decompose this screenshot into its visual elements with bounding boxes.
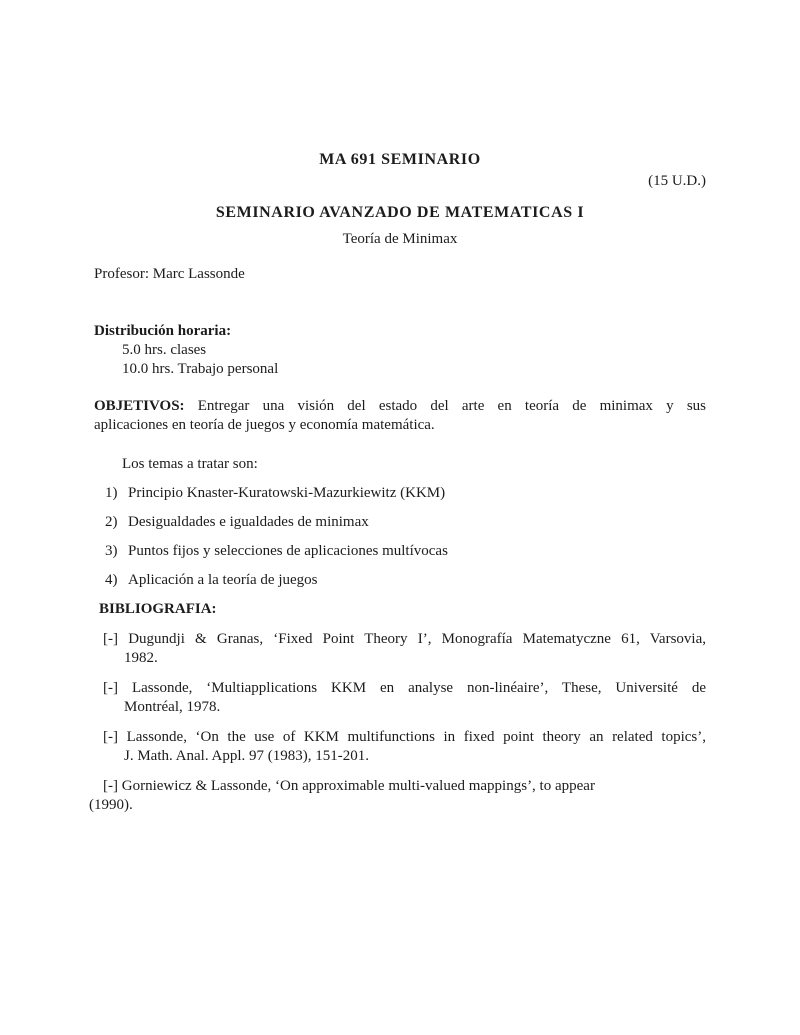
topic-number: 3): [105, 543, 118, 559]
bib-marker: [-]: [103, 729, 118, 745]
objectives-text-1: Entregar una visión del estado del arte en teoría de minimax y sus: [184, 398, 706, 414]
topics-list: [94, 484, 706, 590]
topics-intro: Los temas a tratar son:: [122, 456, 258, 472]
topic-text: Principio Knaster-Kuratowski-Mazurkiewitz (KKM): [128, 485, 446, 501]
topic-item: [94, 484, 706, 503]
bib-text: Gorniewicz & Lassonde, ‘On approximable multi-valued mappings’, to appear: [121, 778, 595, 794]
bib-entry: [94, 679, 706, 717]
distribution-line-personal-work: 10.0 hrs. Trabajo personal: [122, 361, 279, 377]
objectives-line-2: aplicaciones en teoría de juegos y economía matemática.: [94, 417, 435, 433]
bib-marker: [-]: [103, 778, 118, 794]
objectives-label: OBJETIVOS:: [94, 398, 185, 414]
bib-entry: [94, 728, 706, 766]
bib-entry-line-1: [94, 630, 706, 649]
topic-item: [94, 513, 706, 532]
bib-entry-line-1: [94, 777, 706, 796]
distribution-line-classes: 5.0 hrs. clases: [122, 342, 207, 358]
credits-label: (15 U.D.): [648, 173, 706, 189]
bib-entry: [94, 630, 706, 668]
objectives-paragraph: [94, 397, 706, 435]
bib-entry-line-2: 1982.: [124, 650, 158, 666]
bib-text: Lassonde, ‘On the use of KKM multifunctions in fixed point theory an related topics’,: [126, 729, 706, 745]
topic-item: [94, 571, 706, 590]
topic-text: Aplicación a la teoría de juegos: [128, 572, 318, 588]
course-title-heading: SEMINARIO AVANZADO DE MATEMATICAS I: [215, 204, 585, 221]
distribution-section: [94, 322, 706, 379]
bib-entry-line-2: (1990).: [89, 797, 133, 813]
topic-text: Desigualdades e igualdades de minimax: [128, 514, 369, 530]
bib-entry-line-2: Montréal, 1978.: [124, 699, 221, 715]
bib-entry: [89, 777, 706, 815]
course-code-heading: MA 691 SEMINARIO: [319, 151, 481, 168]
bib-marker: [-]: [103, 680, 118, 696]
course-subtitle: Teoría de Minimax: [342, 231, 458, 247]
professor-line: Profesor: Marc Lassonde: [94, 266, 245, 282]
objectives-line-1: [94, 397, 706, 416]
bibliography-heading: BIBLIOGRAFIA:: [99, 601, 217, 617]
topic-number: 2): [105, 514, 118, 530]
bib-marker: [-]: [103, 631, 118, 647]
bib-text: Lassonde, ‘Multiapplications KKM en analyse non-linéaire’, These, Université de: [131, 680, 706, 696]
bib-entry-line-1: [94, 728, 706, 747]
topic-text: Puntos fijos y selecciones de aplicaciones multívocas: [128, 543, 448, 559]
document-content: [0, 150, 800, 815]
distribution-heading: Distribución horaria:: [94, 323, 232, 339]
topic-number: 4): [105, 572, 118, 588]
topic-number: 1): [105, 485, 118, 501]
topic-item: [94, 542, 706, 561]
bibliography-section: [89, 630, 706, 815]
bib-entry-line-2: J. Math. Anal. Appl. 97 (1983), 151-201.: [124, 748, 369, 764]
bib-entry-line-1: [94, 679, 706, 698]
bib-text: Dugundji & Granas, ‘Fixed Point Theory I’, Monografía Matematyczne 61, Varsovia,: [128, 631, 706, 647]
